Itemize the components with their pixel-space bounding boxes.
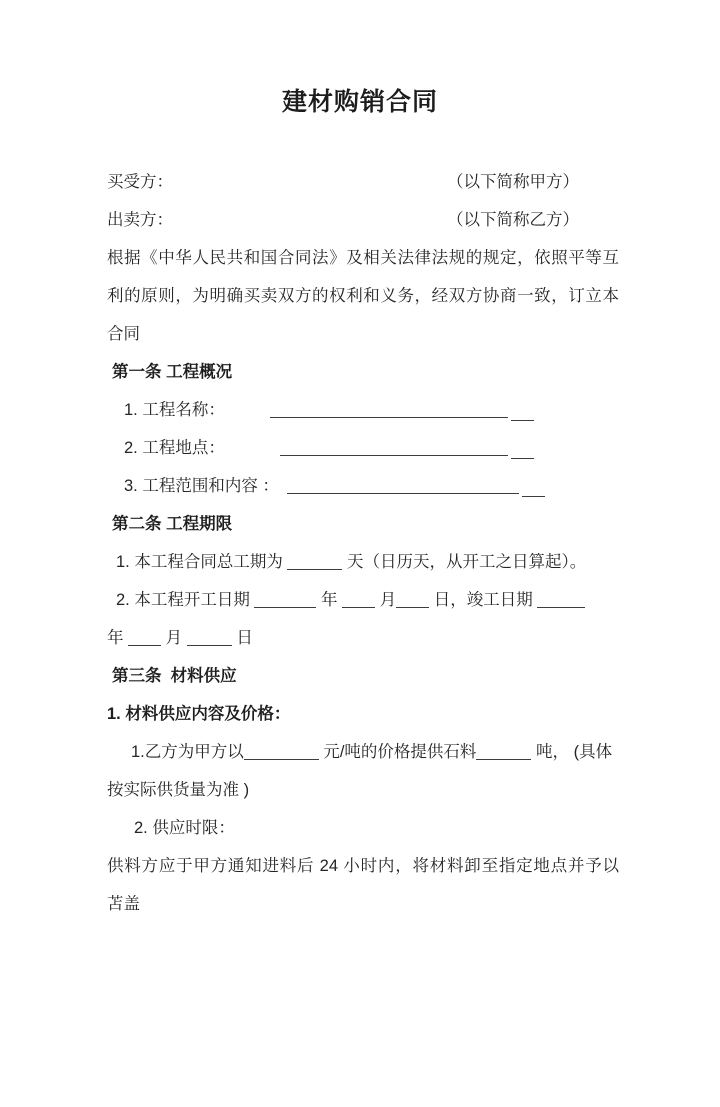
blank-line — [342, 593, 375, 608]
blank-line — [254, 593, 316, 608]
month-label: 月 — [375, 591, 397, 609]
preamble-line: 利的原则，为明确买卖双方的权利和义务，经双方协商一致，订立本 — [107, 287, 619, 305]
blank-line — [476, 745, 531, 760]
preamble-line: 合同 — [107, 325, 140, 343]
project-location-label: 2. 工程地点： — [124, 439, 225, 457]
year-label: 年 — [316, 591, 343, 609]
blank-line — [244, 745, 319, 760]
contract-page — [0, 90, 720, 1107]
article1-item-name — [107, 391, 619, 429]
seller-label: 出卖方： — [107, 211, 173, 229]
article3-time-body-line: 苫盖 — [107, 895, 140, 913]
completion-date-label: 日，竣工日期 — [429, 591, 538, 609]
document-title: 建材购销合同 — [281, 89, 438, 116]
buyer-row — [107, 163, 619, 201]
blank-line — [128, 631, 161, 646]
duration-suffix: 天（日历天，从开工之日算起）。 — [342, 553, 587, 571]
buyer-label: 买受方： — [107, 173, 173, 191]
supply-seg1: 1.乙方为甲方以 — [131, 743, 244, 761]
blank-line — [270, 403, 508, 418]
document-body — [107, 163, 619, 923]
year-label: 年 — [107, 629, 129, 647]
article3-heading: 第三条 材料供应 — [112, 667, 237, 685]
blank-line — [537, 593, 585, 608]
article2-item-dates — [107, 581, 619, 619]
blank-line — [187, 631, 232, 646]
blank-line-tail — [511, 406, 534, 421]
blank-line-tail — [511, 444, 534, 459]
article1-heading: 第一条 工程概况 — [112, 363, 233, 381]
article3-supply-line — [107, 733, 619, 771]
supply-seg3: 吨， (具体 — [531, 743, 613, 761]
day-label: 日 — [231, 629, 253, 647]
supply-seg2: 元/吨的价格提供石料 — [318, 743, 477, 761]
project-name-label: 1. 工程名称： — [124, 401, 225, 419]
duration-prefix: 1. 本工程合同总工期为 — [116, 553, 288, 571]
start-date-prefix: 2. 本工程开工日期 — [116, 591, 255, 609]
seller-alias-note: （以下简称乙方） — [447, 211, 579, 229]
article2-item-duration — [107, 543, 619, 581]
blank-line — [287, 479, 519, 494]
blank-line-tail — [522, 482, 545, 497]
blank-line — [396, 593, 429, 608]
article3-supply-continuation: 按实际供货量为准 ) — [107, 781, 250, 799]
project-scope-label: 3. 工程范围和内容 ： — [124, 477, 279, 495]
article2-heading: 第二条 工程期限 — [112, 515, 233, 533]
preamble-line: 根据《中华人民共和国合同法》及相关法律法规的规定，依照平等互 — [107, 249, 619, 267]
article1-item-location — [107, 429, 619, 467]
article2-dates-continuation — [107, 619, 619, 657]
article3-time-heading: 2. 供应时限： — [134, 819, 235, 837]
article1-item-scope — [107, 467, 619, 505]
seller-row — [107, 201, 619, 239]
buyer-alias-note: （以下简称甲方） — [447, 173, 579, 191]
month-label: 月 — [161, 629, 187, 647]
blank-line — [287, 555, 342, 570]
article3-price-heading: 1. 材料供应内容及价格： — [107, 705, 291, 723]
article3-time-body-line: 供料方应于甲方通知进料后 24 小时内，将材料卸至指定地点并予以 — [107, 857, 619, 875]
blank-line — [280, 441, 508, 456]
